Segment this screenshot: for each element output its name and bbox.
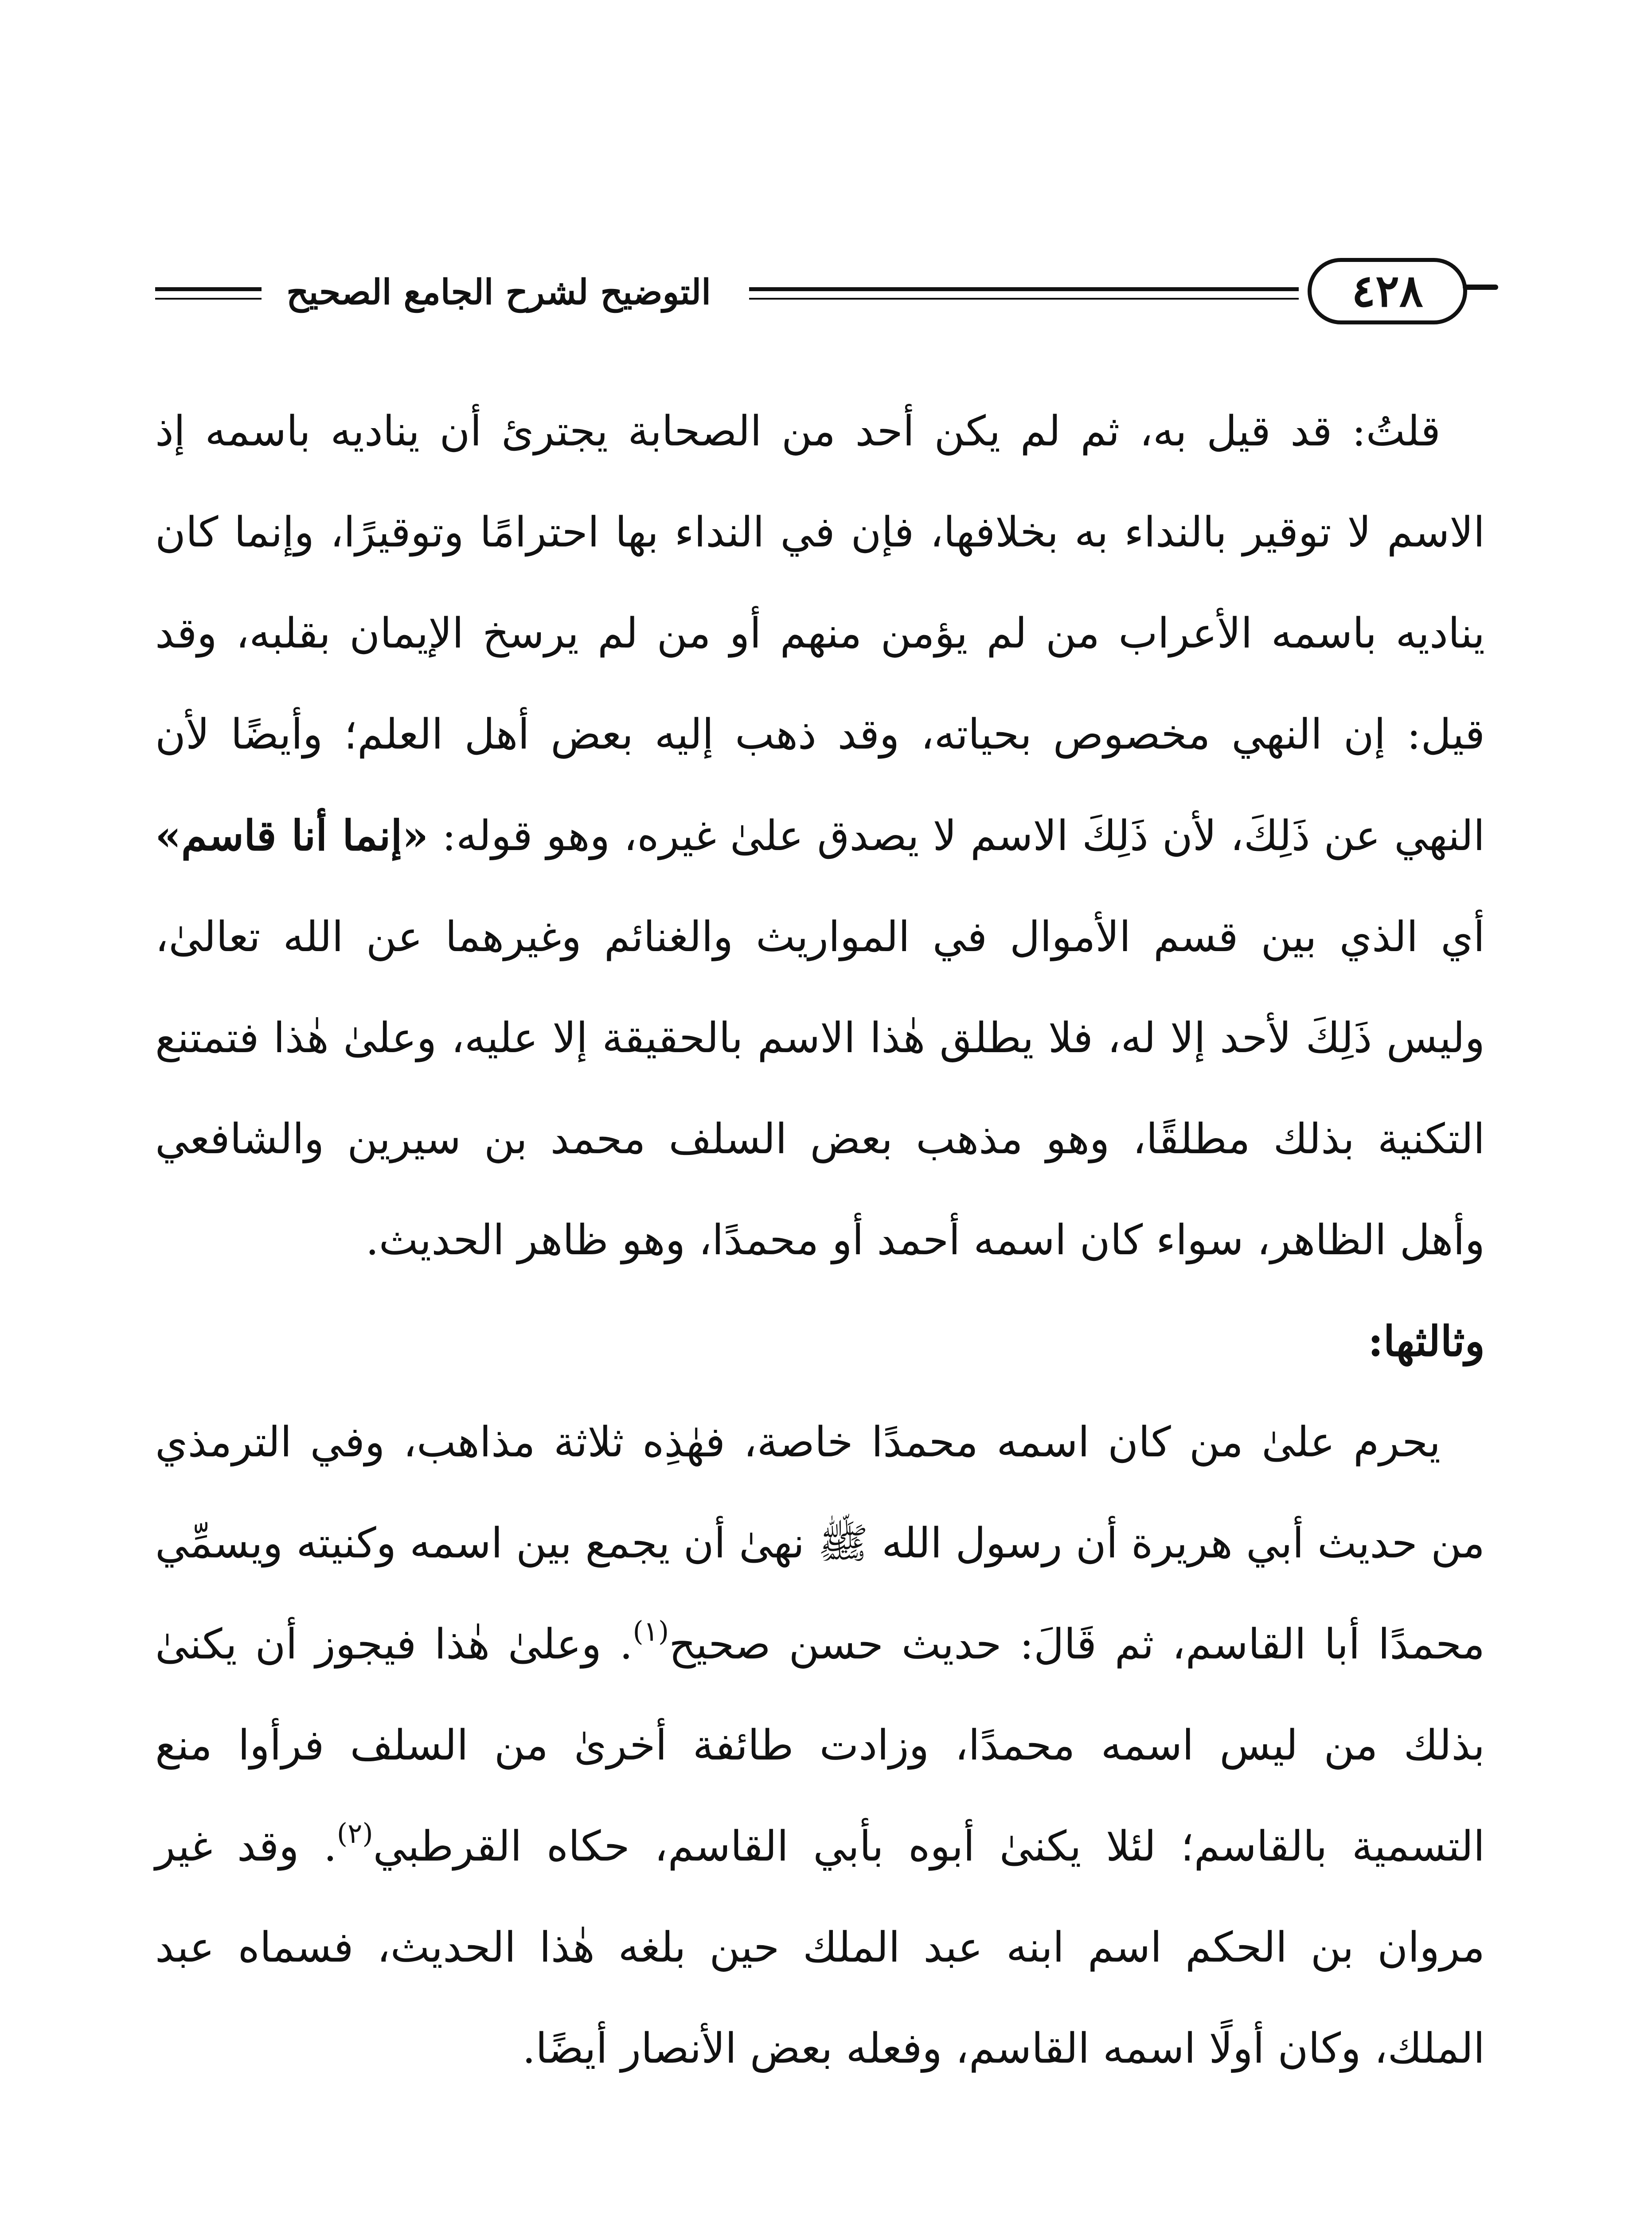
- footnote-ref-1: (١): [633, 1615, 669, 1647]
- footnote-ref-2: (٢): [336, 1817, 373, 1849]
- hadith-quote: «إنما أنا قاسم»: [155, 811, 429, 860]
- paragraph-2-text-c: . وقد غير مروان بن الحكم اسم ابنه عبد الملك حين بلغه هٰذا الحديث، فسماه عبد الملك، وكان أولًا اسمه القاسم، وفعله بعض الأنصار أيضًا.: [155, 1822, 1485, 2073]
- main-text: [155, 381, 1485, 2099]
- header-rule-middle-thick: [749, 287, 1299, 291]
- running-header: [0, 248, 1652, 337]
- page-number: ٤٢٨: [1308, 258, 1467, 324]
- paragraph-1-continuation: أي الذي بين قسم الأموال في المواريث والغنائم وغيرهما عن الله تعالىٰ، وليس ذَلِكَ لأحد إلا له، فلا يطلق هٰذا الاسم بالحقيقة إلا عليه، وعلىٰ هٰذا فتمتنع التكنية بذلك مطلقًا، وهو مذهب بعض السلف محمد بن سيرين والشافعي وأهل الظاهر، سواء كان اسمه أحمد أو محمدًا، وهو ظاهر الحديث.: [155, 913, 1485, 1264]
- book-title: التوضيح لشرح الجامع الصحيح: [286, 272, 711, 312]
- paragraph-2-text-a: يحرم علىٰ من كان اسمه محمدًا خاصة، فهٰذِه ثلاثة مذاهب، وفي الترمذي من حديث أبي هريرة أن رسول الله ﷺ نهىٰ أن يجمع بين اسمه وكنيته ويسمِّي محمدًا أبا القاسم، ثم قَالَ: حديث حسن صحيح: [155, 1418, 1485, 1669]
- header-rule-left-thick: [155, 287, 262, 291]
- header-rule-middle-thin: [749, 298, 1299, 300]
- paragraph-2-text-b: . وعلىٰ هٰذا فيجوز أن يكنىٰ بذلك من ليس اسمه محمدًا، وزادت طائفة أخرىٰ من السلف فرأوا منع التسمية بالقاسم؛ لئلا يكنىٰ أبوه بأبي القاسم، حكاه القرطبي: [155, 1620, 1485, 1871]
- header-rule-left-thin: [155, 298, 262, 300]
- paragraph-2: [155, 1392, 1485, 2099]
- section-heading: وثالثها:: [1368, 1317, 1485, 1366]
- paragraph-1: [155, 381, 1485, 1291]
- paragraph-1-text: قلتُ: قد قيل به، ثم لم يكن أحد من الصحابة يجترئ أن يناديه باسمه إذ الاسم لا توقير بالنداء به بخلافها، فإن في النداء بها احترامًا وتوقيرًا، وإنما كان يناديه باسمه الأعراب من لم يؤمن منهم أو من لم يرسخ الإيمان بقلبه، وقد قيل: إن النهي مخصوص بحياته، وقد ذهب إليه بعض أهل العلم؛ وأيضًا لأن النهي عن ذَلِكَ، لأن ذَلِكَ الاسم لا يصدق علىٰ غيره، وهو قوله:: [155, 407, 1485, 860]
- page-number-ornament: [1463, 285, 1498, 290]
